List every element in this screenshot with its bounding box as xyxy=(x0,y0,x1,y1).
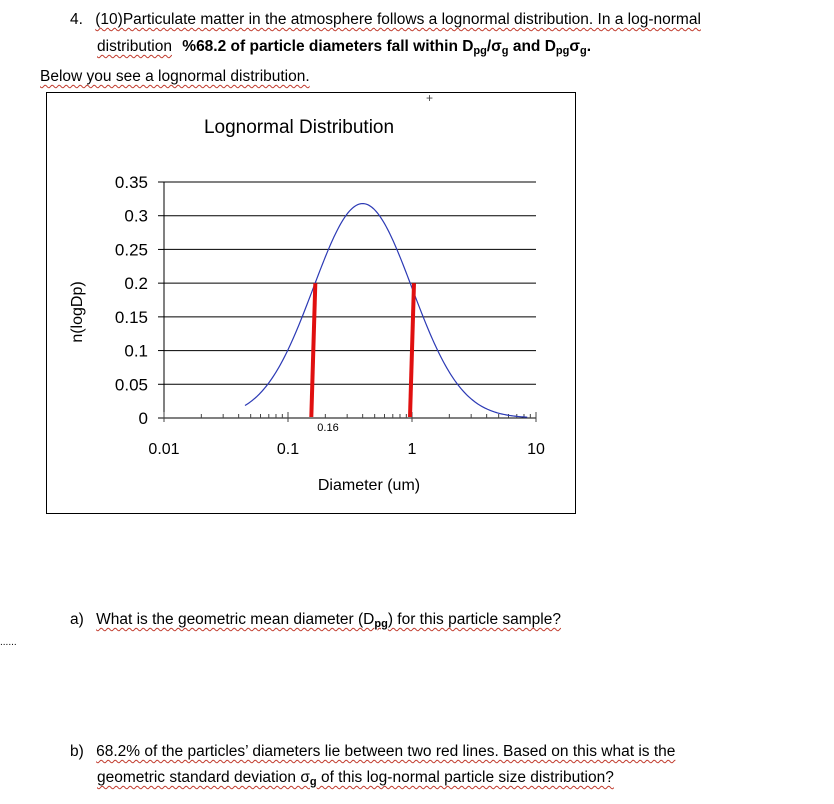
sub-pg-2: pg xyxy=(555,45,570,57)
sub-pg: pg xyxy=(473,45,487,57)
x-axis-label: Diameter (um) xyxy=(317,477,421,494)
y-tick-label: 0.25 xyxy=(114,240,148,260)
sub-g: g xyxy=(501,45,509,57)
y-tick-label: 0.1 xyxy=(124,341,148,361)
y-tick-label: 0.15 xyxy=(114,307,148,327)
x-tick-label: 10 xyxy=(527,441,545,458)
side-dots: ...... xyxy=(0,637,17,648)
period: . xyxy=(586,38,592,55)
question-line1 xyxy=(70,9,701,31)
slash-sigma: /σ xyxy=(486,38,502,55)
part-b-text2 xyxy=(97,769,614,786)
x-tick-label: 0.1 xyxy=(276,441,300,458)
part-b-text1: 68.2% of the particles’ diameters lie between two red lines. Based on this what is the xyxy=(96,743,676,760)
question-line2 xyxy=(97,36,591,62)
cursor-mark: + xyxy=(426,92,434,105)
part-a-sub: pg xyxy=(374,618,388,630)
part-b-sub: g xyxy=(309,776,317,788)
x-tick-label: 0.01 xyxy=(148,441,180,458)
y-axis-label: n(logDp) xyxy=(69,281,86,343)
and-d: and D xyxy=(508,38,556,55)
chart-frame xyxy=(47,93,576,514)
question-text-line1: (10)Particulate matter in the atmosphere follows a lognormal distribution. In a log-normal xyxy=(95,11,701,28)
part-a-end: ) for this particle sample? xyxy=(387,611,561,628)
lognormal-chart xyxy=(46,92,576,514)
part-b-line1 xyxy=(70,741,675,763)
y-tick-label: 0.05 xyxy=(114,375,148,395)
intro-text: Below you see a lognormal distribution. xyxy=(40,68,310,85)
part-a-label: a) xyxy=(70,611,84,628)
part-b-line2-main: geometric standard deviation σ xyxy=(97,769,310,786)
bold-text: %68.2 of particle diameters fall within D xyxy=(182,38,474,55)
x-tick-label: 1 xyxy=(407,441,417,458)
sub-g-2: g xyxy=(579,45,587,57)
part-a xyxy=(70,609,561,635)
y-tick-label: 0 xyxy=(138,409,148,428)
part-a-text xyxy=(96,611,561,628)
y-tick-label: 0.2 xyxy=(124,274,148,294)
sigma: σ xyxy=(569,38,580,55)
question-number: 4. xyxy=(70,11,83,28)
y-tick-label: 0.3 xyxy=(124,206,148,226)
chart-title: Lognormal Distribution xyxy=(203,117,395,138)
part-b-label: b) xyxy=(70,743,84,760)
question-text-distribution: distribution xyxy=(97,38,172,55)
part-a-main: What is the geometric mean diameter (D xyxy=(96,611,375,628)
part-b-line2 xyxy=(97,767,614,793)
part-b-line2-end: of this log-normal particle size distribution? xyxy=(316,769,614,786)
annotation-016: 0.16 xyxy=(317,422,339,434)
y-tick-label: 0.35 xyxy=(114,173,148,192)
question-bold-statement xyxy=(182,38,591,55)
